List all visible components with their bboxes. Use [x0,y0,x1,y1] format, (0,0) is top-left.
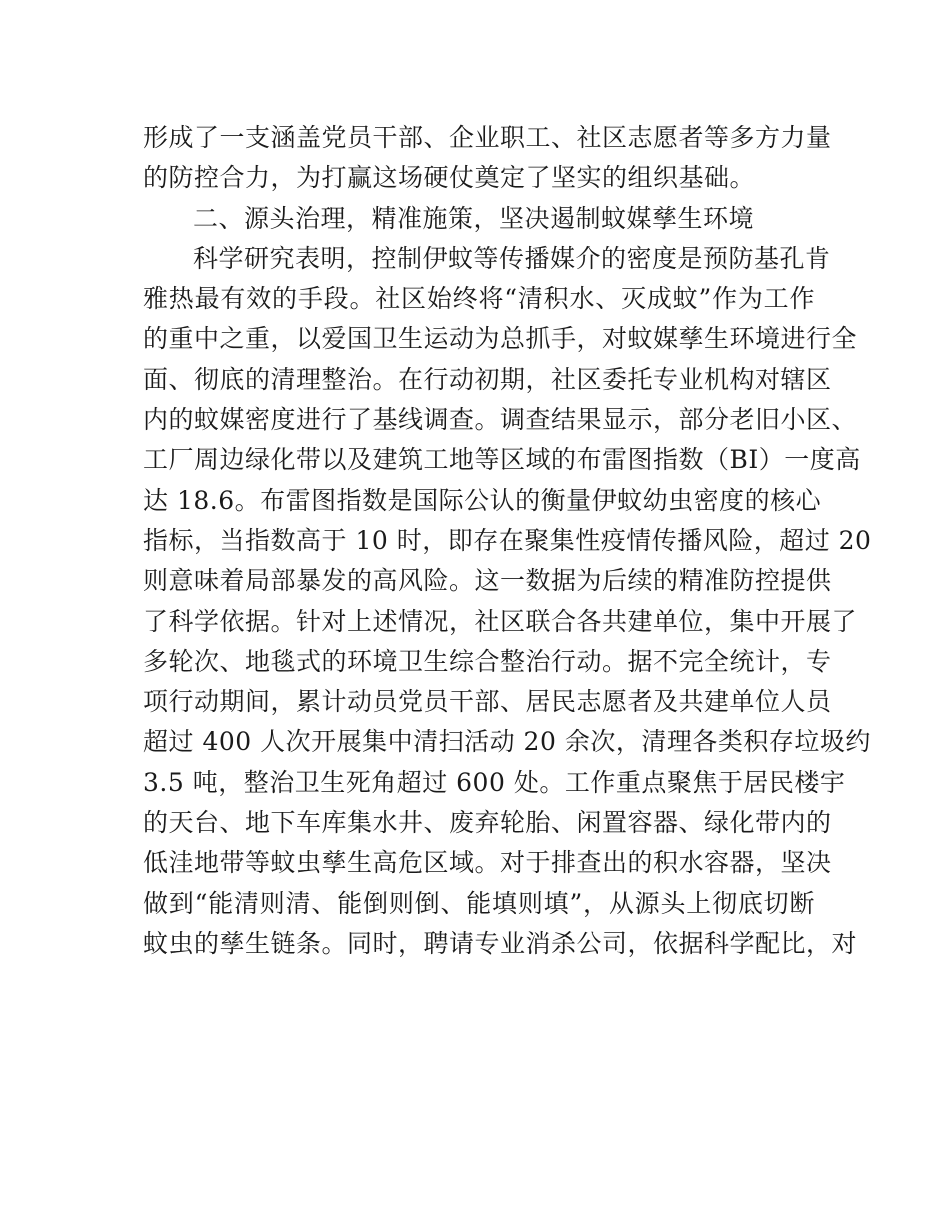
paragraph-line: 雅热最有效的手段。社区始终将“清积水、灭成蚊”作为工作 [143,284,815,314]
paragraph-line: 超过 400 人次开展集中清扫活动 20 余次，清理各类积存垃圾约 [143,727,871,757]
paragraph-line: 蚊虫的孳生链条。同时，聘请专业消杀公司，依据科学配比，对 [143,928,858,958]
paragraph-line: 的天台、地下车库集水井、废弃轮胎、闲置容器、绿化带内的 [143,808,832,838]
paragraph-line: 多轮次、地毯式的环境卫生综合整治行动。据不完全统计，专 [143,646,832,676]
paragraph-line: 低洼地带等蚊虫孳生高危区域。对于排查出的积水容器，坚决 [143,848,832,878]
paragraph-line: 达 18.6。布雷图指数是国际公认的衡量伊蚊幼虫密度的核心 [143,485,822,515]
body-text [143,118,872,964]
paragraph-line: 则意味着局部暴发的高风险。这一数据为后续的精准防控提供 [143,566,832,596]
paragraph-line: 做到“能清则清、能倒则倒、能填则填”，从源头上彻底切断 [143,888,815,918]
paragraph-line: 面、彻底的清理整治。在行动初期，社区委托专业机构对辖区 [143,364,832,394]
section-heading: 二、源头治理，精准施策，坚决遏制蚊媒孳生环境 [193,203,755,233]
paragraph-line: 指标，当指数高于 10 时，即存在聚集性疫情传播风险，超过 20 [143,525,872,555]
paragraph-line: 了科学依据。针对上述情况，社区联合各共建单位，集中开展了 [143,606,858,636]
paragraph-line: 3.5 吨，整治卫生死角超过 600 处。工作重点聚焦于居民楼宇 [143,767,846,797]
paragraph-line: 的重中之重，以爱国卫生运动为总抓手，对蚊媒孳生环境进行全 [143,324,858,354]
paragraph-line: 科学研究表明，控制伊蚊等传播媒介的密度是预防基孔肯 [193,243,831,273]
paragraph-line: 形成了一支涵盖党员干部、企业职工、社区志愿者等多方力量 [143,123,832,152]
paragraph-line: 工厂周边绿化带以及建筑工地等区域的布雷图指数（BI）一度高 [143,445,861,475]
paragraph-line: 的防控合力，为打赢这场硬仗奠定了坚实的组织基础。 [143,163,756,193]
paragraph-line: 内的蚊媒密度进行了基线调查。调查结果显示，部分老旧小区、 [143,405,858,435]
paragraph-line: 项行动期间，累计动员党员干部、居民志愿者及共建单位人员 [143,687,832,717]
